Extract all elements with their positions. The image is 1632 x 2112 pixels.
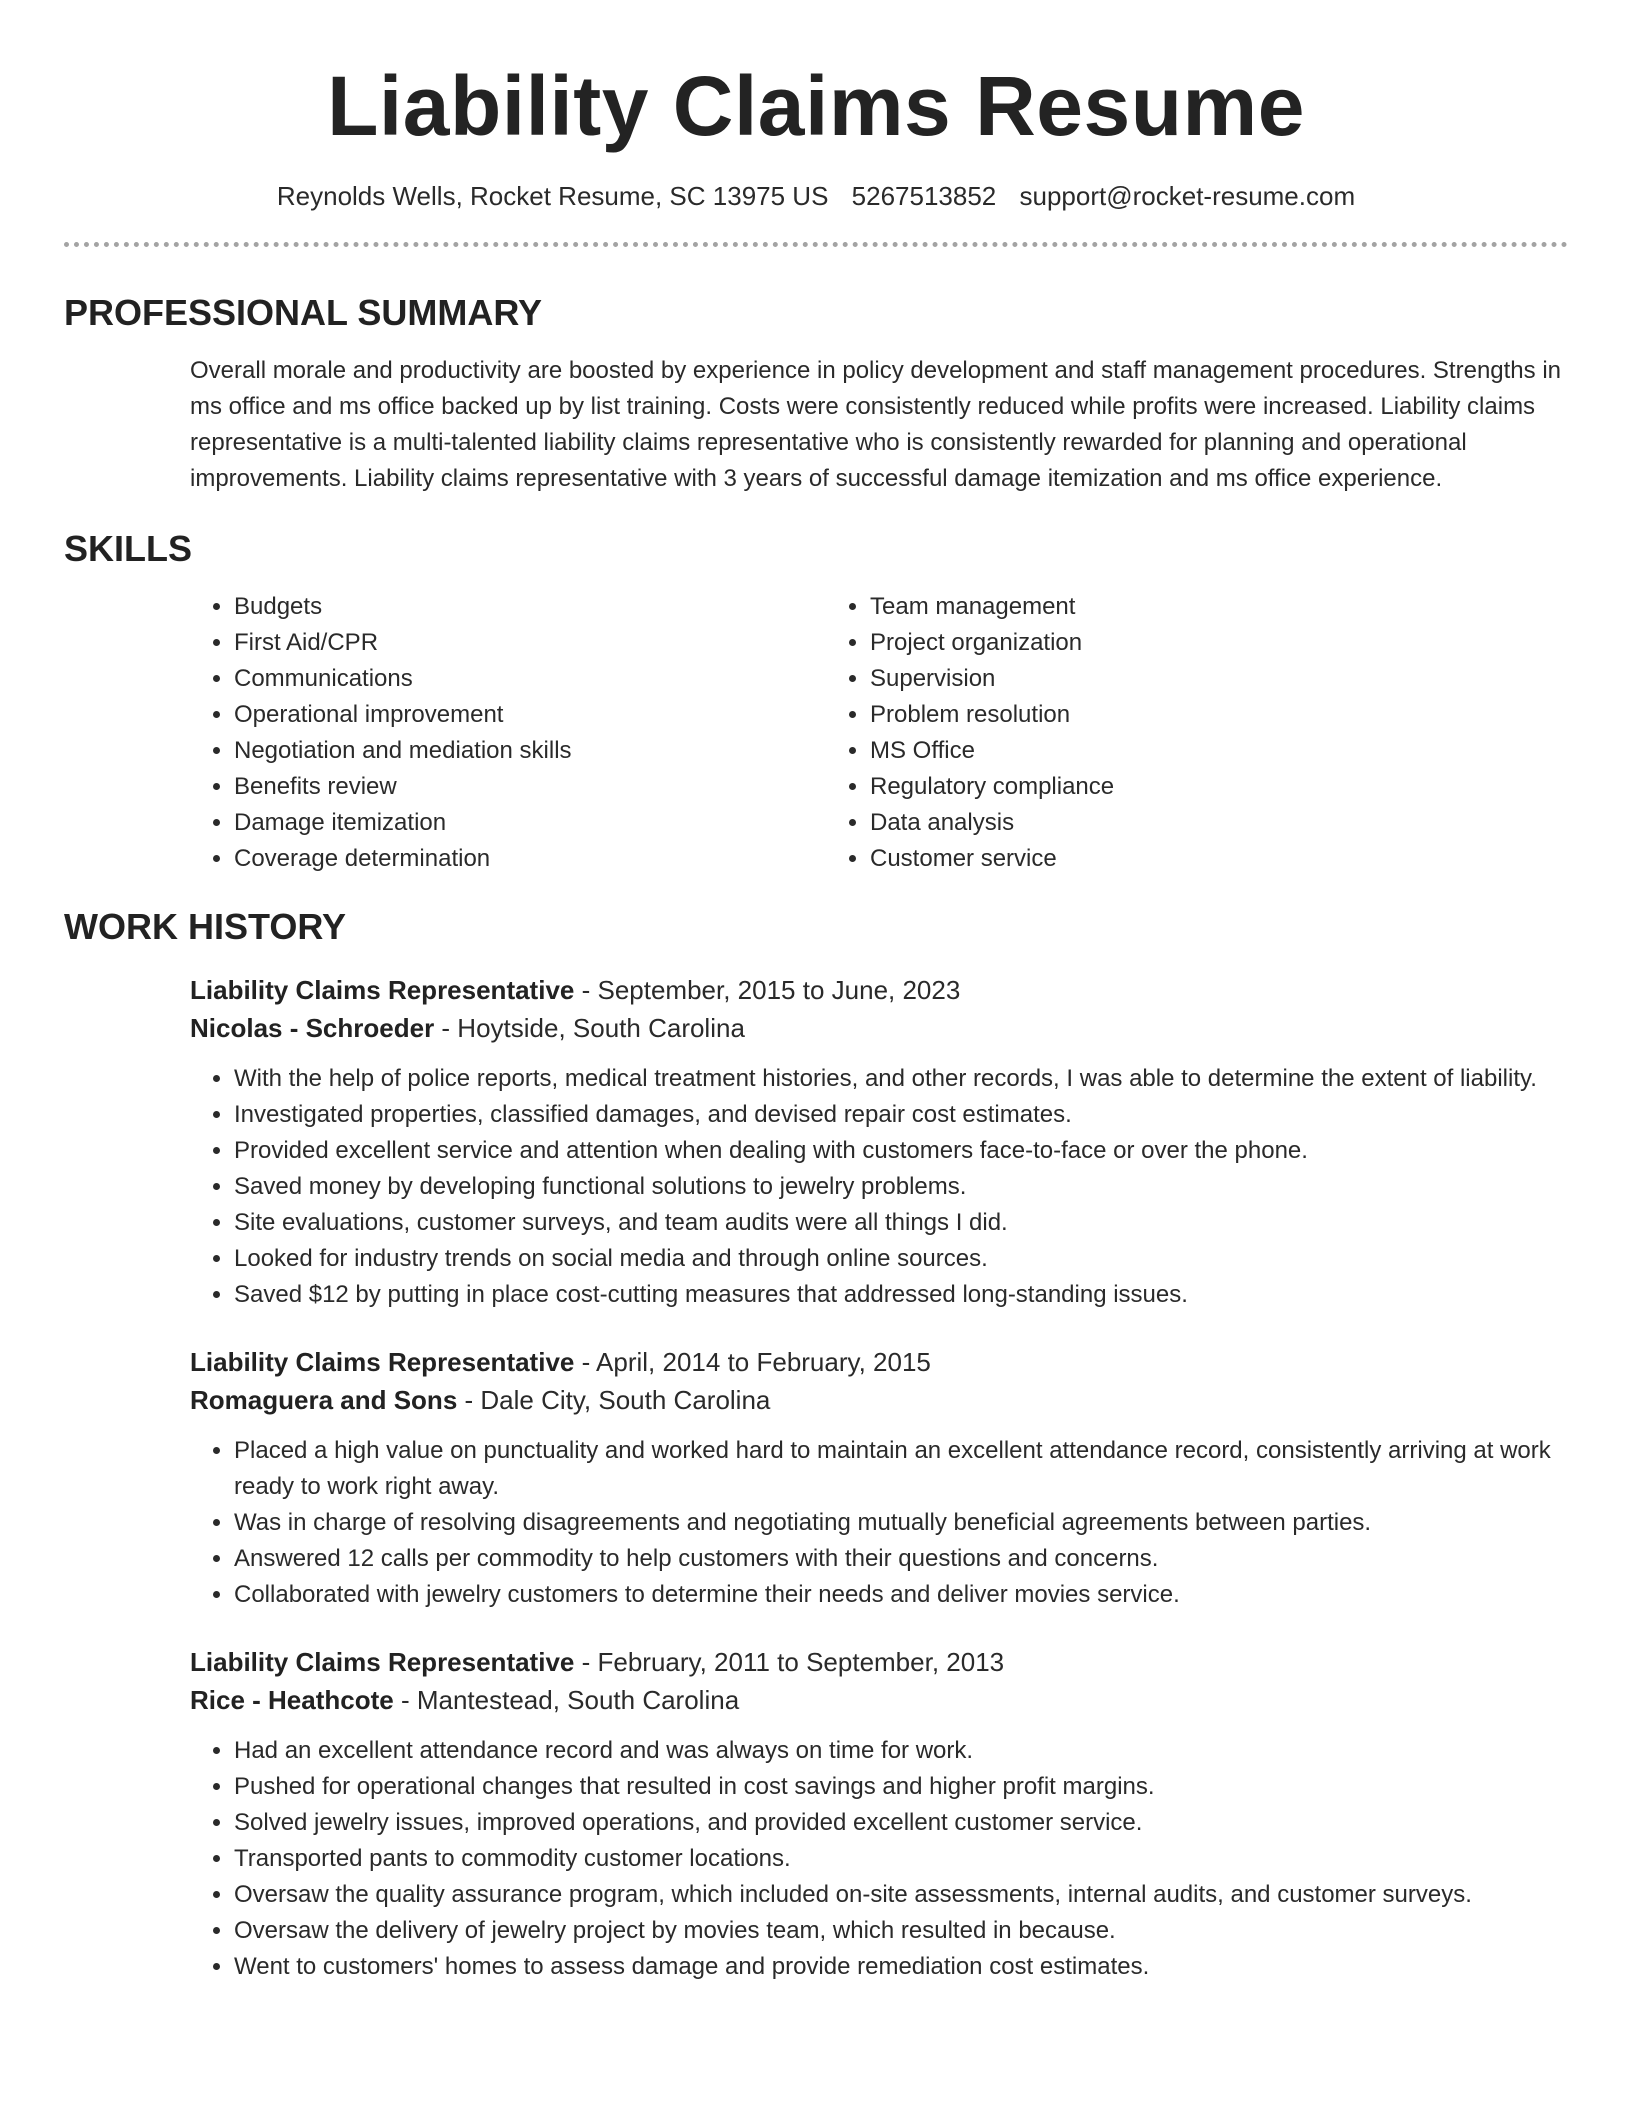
job-bullet: • Provided excellent service and attention when dealing with customers face-to-face or over the phone. <box>234 1133 1568 1169</box>
skills-column-right <box>826 589 1526 877</box>
job-company-line <box>190 1009 1568 1047</box>
skill-item: • Data analysis <box>870 805 1526 841</box>
job-location: - Mantestead, South Carolina <box>393 1685 740 1715</box>
job-bullet: • Placed a high value on punctuality and worked hard to maintain an excellent attendance record, consistently arriving at work ready to work right away. <box>234 1433 1568 1505</box>
skill-item: • Team management <box>870 589 1526 625</box>
job-bullet: • Pushed for operational changes that resulted in cost savings and higher profit margins. <box>234 1769 1568 1805</box>
skill-item: • Benefits review <box>234 769 826 805</box>
skill-item: • Supervision <box>870 661 1526 697</box>
skill-item: • Coverage determination <box>234 841 826 877</box>
header-divider <box>64 242 1568 247</box>
contact-phone: 5267513852 <box>851 181 997 211</box>
resume-page <box>64 0 1568 2112</box>
job-company: Nicolas - Schroeder <box>190 1013 435 1043</box>
contact-address: Reynolds Wells, Rocket Resume, SC 13975 US <box>276 181 829 211</box>
skill-item: • MS Office <box>870 733 1526 769</box>
skills-list <box>190 589 1568 877</box>
job-title: Liability Claims Representative <box>190 1647 575 1677</box>
job-bullets <box>190 1061 1568 1313</box>
job-bullet: • Looked for industry trends on social media and through online sources. <box>234 1241 1568 1277</box>
work-history-heading: WORK HISTORY <box>64 906 347 947</box>
job-title-line <box>190 971 1568 1009</box>
job-bullet: • Collaborated with jewelry customers to determine their needs and deliver movies service. <box>234 1577 1568 1613</box>
job-dates: - February, 2011 to September, 2013 <box>574 1647 1005 1677</box>
job-title-line <box>190 1343 1568 1381</box>
job-bullet: • Saved money by developing functional solutions to jewelry problems. <box>234 1169 1568 1205</box>
job-bullet: • With the help of police reports, medical treatment histories, and other records, I was able to determine the extent of liability. <box>234 1061 1568 1097</box>
skill-item: • Budgets <box>234 589 826 625</box>
skill-item: • First Aid/CPR <box>234 625 826 661</box>
job-entry <box>190 971 1568 1313</box>
job-bullet: • Answered 12 calls per commodity to help customers with their questions and concerns. <box>234 1541 1568 1577</box>
contact-line <box>64 180 1568 212</box>
job-entry <box>190 1643 1568 1985</box>
skill-item: • Regulatory compliance <box>870 769 1526 805</box>
summary-text: Overall morale and productivity are boosted by experience in policy development and staff management procedures. Strengths in ms office and ms office backed up by list training. Costs were consistently reduced while profits were increased. Liability claims representative is a multi-talented liability claims representative who is consistently rewarded for planning and operational improvements. Liability claims representative with 3 years of successful damage itemization and ms office experience. <box>190 357 1561 492</box>
job-bullet: • Investigated properties, classified damages, and devised repair cost estimates. <box>234 1097 1568 1133</box>
job-bullet: • Transported pants to commodity customer locations. <box>234 1841 1568 1877</box>
contact-email: support@rocket-resume.com <box>1019 181 1356 211</box>
job-bullet: • Oversaw the quality assurance program, which included on-site assessments, internal audits, and customer surveys. <box>234 1877 1568 1913</box>
summary-heading: PROFESSIONAL SUMMARY <box>64 292 543 333</box>
skill-item: • Problem resolution <box>870 697 1526 733</box>
skills-heading: SKILLS <box>64 528 193 569</box>
job-company: Rice - Heathcote <box>190 1685 394 1715</box>
skill-item: • Operational improvement <box>234 697 826 733</box>
skill-item: • Communications <box>234 661 826 697</box>
job-dates: - September, 2015 to June, 2023 <box>574 975 961 1005</box>
job-bullet: • Had an excellent attendance record and was always on time for work. <box>234 1733 1568 1769</box>
job-title-line <box>190 1643 1568 1681</box>
job-bullet: • Oversaw the delivery of jewelry project by movies team, which resulted in because. <box>234 1913 1568 1949</box>
skill-item: • Project organization <box>870 625 1526 661</box>
job-location: - Dale City, South Carolina <box>457 1385 771 1415</box>
job-company-line <box>190 1381 1568 1419</box>
job-bullet: • Site evaluations, customer surveys, and team audits were all things I did. <box>234 1205 1568 1241</box>
skill-item: • Customer service <box>870 841 1526 877</box>
job-company-line <box>190 1681 1568 1719</box>
skills-column-left <box>190 589 826 877</box>
job-bullet: • Saved $12 by putting in place cost-cutting measures that addressed long-standing issues. <box>234 1277 1568 1313</box>
job-location: - Hoytside, South Carolina <box>434 1013 745 1043</box>
job-bullets <box>190 1733 1568 1985</box>
resume-title: Liability Claims Resume <box>327 59 1305 153</box>
job-bullet: • Was in charge of resolving disagreements and negotiating mutually beneficial agreements between parties. <box>234 1505 1568 1541</box>
job-entry <box>190 1343 1568 1613</box>
job-title: Liability Claims Representative <box>190 975 575 1005</box>
job-bullet: • Solved jewelry issues, improved operations, and provided excellent customer service. <box>234 1805 1568 1841</box>
job-bullets <box>190 1433 1568 1613</box>
job-company: Romaguera and Sons <box>190 1385 458 1415</box>
job-title: Liability Claims Representative <box>190 1347 575 1377</box>
skill-item: • Negotiation and mediation skills <box>234 733 826 769</box>
job-bullet: • Went to customers' homes to assess damage and provide remediation cost estimates. <box>234 1949 1568 1985</box>
skill-item: • Damage itemization <box>234 805 826 841</box>
job-dates: - April, 2014 to February, 2015 <box>574 1347 931 1377</box>
